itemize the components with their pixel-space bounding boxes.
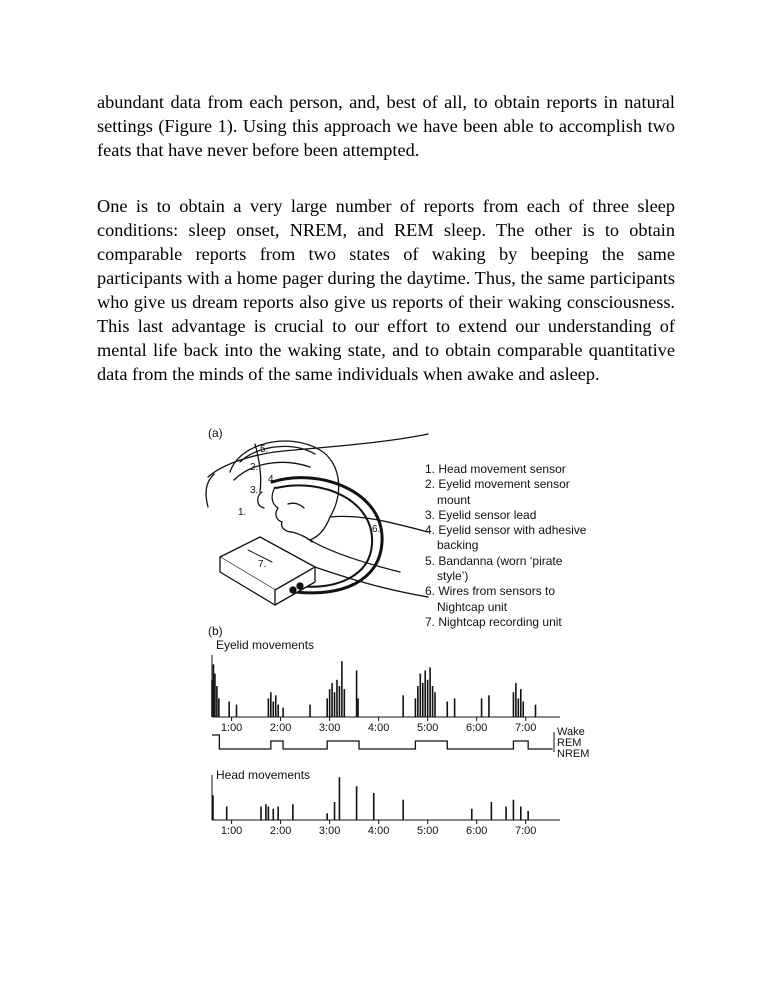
legend-item: 2. Eyelid movement sensor [425, 477, 570, 492]
legend-item: Nightcap unit [437, 599, 508, 614]
legend-item: 7. Nightcap recording unit [425, 614, 562, 629]
paragraph-2: One is to obtain a very large number of reports from each of three sleep conditions: sleep onset, NREM, and REM sleep. The other is to obtain comparable reports from two states of waking by beeping the same participants with a home pager during the daytime. Thus, the same participants who give us dream reports also give us reports of their waking consciousness. This last advantage is crucial to our effort to extend our understanding of mental life back into the waking state, and to obtain comparable quantitative data from the minds of the same individuals when awake and asleep. [97, 196, 675, 384]
legend-item: 5. Bandanna (worn ‘pirate [425, 553, 563, 568]
state-label: Wake [557, 726, 585, 738]
legend-item: backing [437, 538, 479, 553]
x-tick-label: 6:00 [465, 825, 488, 837]
x-tick-label: 1:00 [220, 825, 243, 837]
sleeper-illustration [200, 422, 430, 622]
x-tick-label: 3:00 [318, 825, 341, 837]
drawing-number-3: 3. [250, 485, 259, 496]
legend-item: 6. Wires from sensors to [425, 584, 556, 599]
x-tick-label: 6:00 [465, 722, 488, 734]
chart-title: Eyelid movements [216, 638, 315, 652]
hypnogram-line [212, 735, 553, 749]
x-tick-label: 1:00 [220, 722, 243, 734]
paragraph-1: abundant data from each person, and, best of all, to obtain reports in natural settings (Figure 1). Using this approach we have been able to accomplish two feats that have never before been attempted. [97, 92, 675, 160]
state-label: NREM [557, 748, 590, 760]
legend-item: 4. Eyelid sensor with adhesive [425, 523, 587, 538]
drawing-number-6: 6. [372, 524, 381, 535]
drawing-number-7: 7. [258, 559, 267, 570]
x-tick-label: 4:00 [367, 722, 390, 734]
figure-legend [425, 462, 586, 630]
panel-a-label: (a) [208, 426, 223, 440]
recording-charts [200, 627, 600, 842]
head-outline [230, 441, 339, 540]
x-tick-label: 7:00 [514, 825, 537, 837]
x-tick-label: 5:00 [416, 825, 439, 837]
panel-b-label: (b) [208, 624, 223, 638]
x-tick-label: 4:00 [367, 825, 390, 837]
legend-item: 3. Eyelid sensor lead [425, 507, 537, 522]
x-tick-label: 5:00 [416, 722, 439, 734]
drawing-number-2: 2. [250, 462, 259, 473]
drawing-number-1: 1. [238, 507, 247, 518]
x-tick-label: 2:00 [269, 722, 292, 734]
drawing-number-4: 4. [268, 474, 277, 485]
x-tick-label: 7:00 [514, 722, 537, 734]
drawing-number-5: 5. [260, 444, 269, 455]
legend-item: mount [437, 492, 471, 507]
legend-item: style’) [437, 569, 469, 584]
state-label: REM [557, 737, 582, 749]
x-tick-label: 2:00 [269, 825, 292, 837]
legend-item: 1. Head movement sensor [425, 462, 566, 476]
figure-1 [200, 422, 600, 842]
x-tick-label: 3:00 [318, 722, 341, 734]
chart-title: Head movements [216, 768, 311, 782]
